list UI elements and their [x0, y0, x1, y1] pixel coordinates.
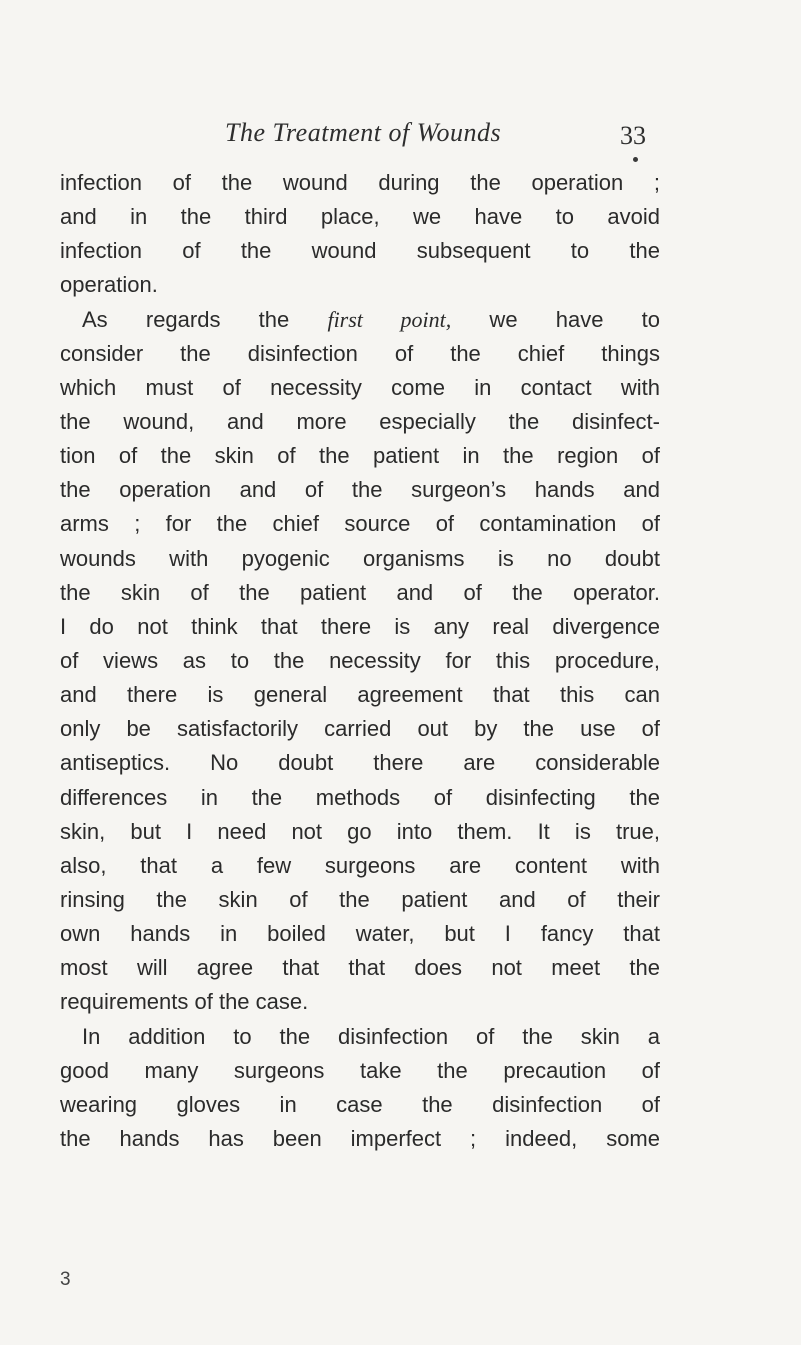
running-title: The Treatment of Wounds	[225, 118, 502, 147]
text-line: the skin of the patient and of the operator.	[60, 579, 660, 605]
text-line: consider the disinfection of the chief things	[60, 340, 660, 366]
signature-mark: 3	[60, 1269, 71, 1290]
text-line: differences in the methods of disinfecting the	[60, 784, 660, 810]
text-fragment: As regards the	[82, 306, 328, 332]
text-line: only be satisfactorily carried out by the use of	[60, 716, 660, 742]
text-line: I do not think that there is any real divergence	[60, 613, 660, 639]
text-line: skin, but I need not go into them. It is true,	[60, 818, 660, 844]
text-line: which must of necessity come in contact with	[60, 374, 660, 400]
running-head	[0, 118, 801, 148]
page-number: 33	[620, 121, 646, 150]
text-line: most will agree that that does not meet the	[60, 955, 660, 981]
text-line: the hands has been imperfect ; indeed, some	[60, 1125, 660, 1151]
text-line: own hands in boiled water, but I fancy that	[60, 921, 660, 947]
text-line: and there is general agreement that this can	[60, 682, 660, 708]
text-line: requirements of the case.	[60, 989, 309, 1015]
body-text	[60, 166, 660, 1156]
text-line: of views as to the necessity for this procedure,	[60, 647, 660, 673]
text-line: arms ; for the chief source of contamination of	[60, 511, 660, 537]
text-line: wounds with pyogenic organisms is no doubt	[60, 545, 660, 571]
ink-dot	[633, 157, 638, 162]
text-line: the wound, and more especially the disinfect-	[60, 408, 660, 434]
text-line: antiseptics. No doubt there are considerable	[60, 750, 660, 776]
text-line: infection of the wound during the operation ;	[60, 170, 660, 195]
text-fragment: we have to	[451, 306, 660, 332]
text-line: infection of the wound subsequent to the	[60, 238, 660, 264]
text-line: the operation and of the surgeon’s hands and	[60, 477, 660, 503]
text-line: In addition to the disinfection of the skin a	[82, 1023, 660, 1049]
text-line: tion of the skin of the patient in the region of	[60, 443, 660, 469]
text-line: also, that a few surgeons are content with	[60, 852, 660, 878]
text-line: good many surgeons take the precaution of	[60, 1057, 660, 1083]
text-line: rinsing the skin of the patient and of their	[60, 886, 660, 912]
text-line: operation.	[60, 272, 158, 298]
italic-phrase: first point,	[327, 306, 452, 332]
text-line: and in the third place, we have to avoid	[60, 204, 660, 230]
text-line-with-italic	[60, 303, 660, 337]
text-line: wearing gloves in case the disinfection of	[60, 1091, 660, 1117]
